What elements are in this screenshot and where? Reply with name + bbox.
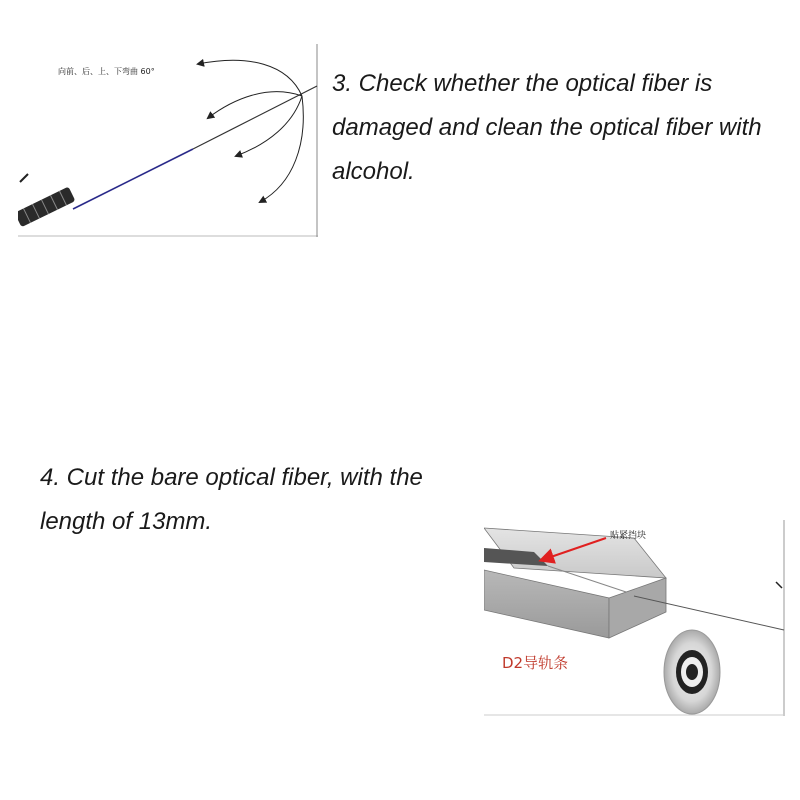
bend-annotation: 向前、后、上、下弯曲 60° — [58, 67, 155, 76]
bare-fiber-line — [193, 86, 317, 149]
step-3-line-1: 3. Check whether the optical fiber is — [332, 70, 713, 97]
rail-label: D2导轨条 — [502, 654, 569, 672]
coated-fiber-line — [73, 149, 193, 209]
step-3-line-2: damaged and clean the optical fiber with — [332, 114, 762, 141]
callout-label: 贴紧挡块 — [610, 531, 647, 541]
step-3-line-3: alcohol. — [332, 158, 415, 185]
step-4-line-1: 4. Cut the bare optical fiber, with the — [40, 464, 423, 491]
fiber-bending-figure — [18, 44, 320, 238]
fiber-cutter-figure — [484, 520, 786, 716]
guide-rail-end — [609, 578, 666, 638]
step-4-line-2: length of 13mm. — [40, 508, 213, 535]
side-mark — [776, 582, 782, 588]
left-edge-mark — [20, 174, 28, 182]
cutter-blade — [664, 630, 720, 714]
step-4-text — [40, 456, 460, 544]
fiber-connector — [18, 187, 75, 228]
bend-arrow-back — [208, 92, 302, 118]
bend-arrow-forward — [236, 96, 302, 156]
bend-arrow-up — [198, 60, 302, 96]
step-3-text — [332, 62, 792, 194]
